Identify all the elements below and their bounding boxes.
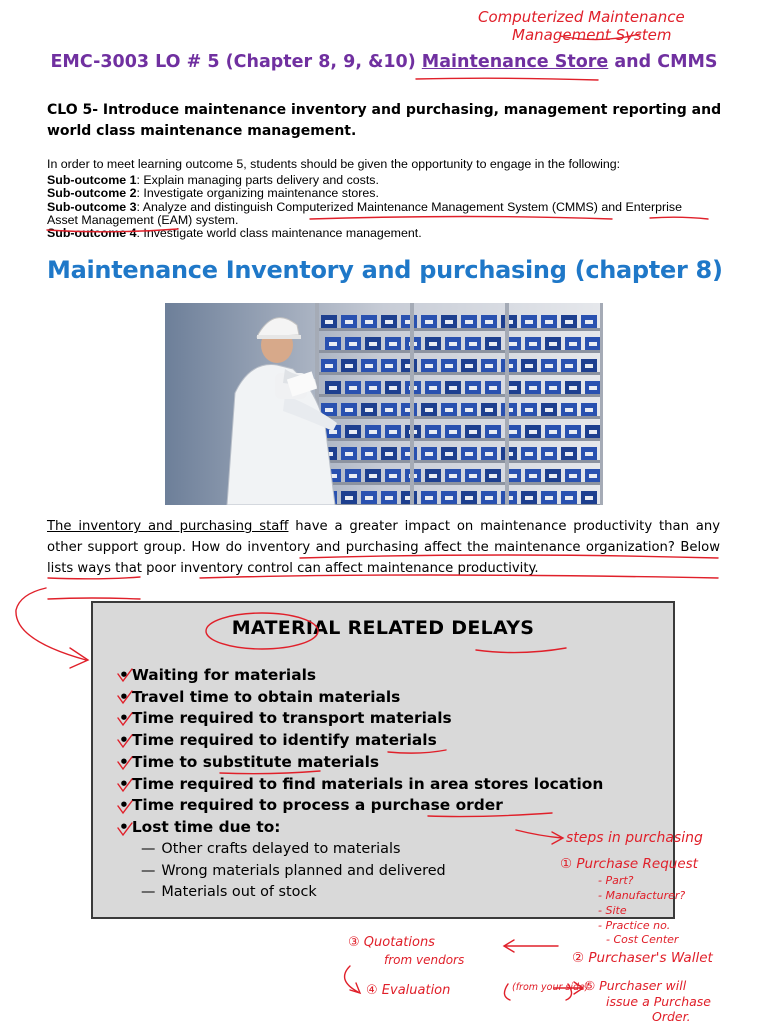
hw-arrow-3-4 bbox=[345, 966, 358, 992]
bin-label bbox=[485, 496, 493, 500]
clo-statement: CLO 5- Introduce maintenance inventory and purchasing, management reporting and world class maintenance management. bbox=[47, 102, 722, 139]
bin-label bbox=[425, 364, 433, 368]
bin-label bbox=[445, 320, 453, 324]
bin-label bbox=[509, 430, 517, 434]
delay-item: • Travel time to obtain materials bbox=[119, 687, 603, 709]
bin-label bbox=[449, 386, 457, 390]
bin-label bbox=[445, 496, 453, 500]
body-paragraph bbox=[47, 516, 720, 579]
bin-label bbox=[529, 474, 537, 478]
warehouse-photo bbox=[165, 303, 603, 505]
bin-label bbox=[365, 496, 373, 500]
bin-label bbox=[385, 320, 393, 324]
bin-label bbox=[385, 364, 393, 368]
shelf-post bbox=[505, 303, 509, 505]
intro-text: In order to meet learning outcome 5, students should be given the opportunity to engage in the following: bbox=[47, 157, 621, 171]
bin-label bbox=[469, 474, 477, 478]
bin-label bbox=[585, 452, 593, 456]
bin-label bbox=[549, 474, 557, 478]
bin-label bbox=[369, 430, 377, 434]
bin-label bbox=[549, 430, 557, 434]
hw-top-note-1: Computerized Maintenance bbox=[478, 8, 685, 26]
bin-label bbox=[349, 342, 357, 346]
bin-label bbox=[549, 386, 557, 390]
learning-outcomes bbox=[47, 158, 737, 240]
bin-label bbox=[509, 342, 517, 346]
bin-label bbox=[389, 430, 397, 434]
bin-label bbox=[545, 320, 553, 324]
title-prefix: EMC-3003 LO # 5 (Chapter 8, 9, &10) bbox=[50, 52, 422, 72]
shelf bbox=[315, 438, 603, 441]
page-title bbox=[0, 52, 768, 72]
bin-label bbox=[485, 452, 493, 456]
bin-label bbox=[465, 408, 473, 412]
bin-label bbox=[585, 364, 593, 368]
bin-label bbox=[369, 474, 377, 478]
bin-label bbox=[489, 474, 497, 478]
bin-label bbox=[545, 452, 553, 456]
bin-label bbox=[569, 430, 577, 434]
bin-label bbox=[365, 320, 373, 324]
bin-label bbox=[445, 408, 453, 412]
bin-label bbox=[565, 364, 573, 368]
bin-label bbox=[565, 452, 573, 456]
bin-label bbox=[565, 408, 573, 412]
bin-label bbox=[345, 320, 353, 324]
bin-label bbox=[425, 320, 433, 324]
bin-label bbox=[449, 430, 457, 434]
bin-label bbox=[489, 386, 497, 390]
bin-label bbox=[465, 364, 473, 368]
shelf-post bbox=[600, 303, 603, 505]
delay-list bbox=[119, 665, 603, 839]
bin-label bbox=[445, 364, 453, 368]
bin-label bbox=[345, 452, 353, 456]
bin-label bbox=[465, 320, 473, 324]
bin-label bbox=[585, 320, 593, 324]
bin-label bbox=[525, 408, 533, 412]
hw-hook bbox=[560, 34, 640, 40]
hw-step1-b: - Manufacturer? bbox=[598, 889, 686, 902]
bin-label bbox=[365, 452, 373, 456]
bin-label bbox=[525, 452, 533, 456]
sub-item: — Materials out of stock bbox=[141, 882, 446, 904]
bin-label bbox=[449, 474, 457, 478]
bin-label bbox=[369, 386, 377, 390]
bin-label bbox=[589, 386, 597, 390]
bin-label bbox=[569, 342, 577, 346]
title-suffix: and CMMS bbox=[608, 52, 718, 72]
bin-label bbox=[349, 386, 357, 390]
bin-label bbox=[385, 408, 393, 412]
hw-arrowhead-3-4 bbox=[350, 983, 360, 993]
shelf-post bbox=[410, 303, 414, 505]
para-rest: have a greater impact on maintenance productivity than any other support group. How do inventory and purchasing affect the maintenance organization? Below lists ways that poor inventory control can affect maintenance productivity. bbox=[47, 519, 721, 576]
bin-label bbox=[349, 474, 357, 478]
title-underlined: Maintenance Store bbox=[421, 52, 609, 72]
bin-label bbox=[469, 430, 477, 434]
hw-step4: ④ Evaluation bbox=[366, 983, 451, 998]
hw-step1-c: - Site bbox=[598, 904, 627, 917]
bin-label bbox=[449, 342, 457, 346]
delay-item: • Lost time due to: bbox=[119, 817, 603, 839]
bin-label bbox=[589, 342, 597, 346]
hw-step1-a: - Part? bbox=[598, 874, 634, 887]
bin-label bbox=[325, 364, 333, 368]
bin-label bbox=[509, 474, 517, 478]
bin-label bbox=[329, 342, 337, 346]
bin-label bbox=[345, 496, 353, 500]
bin-label bbox=[569, 386, 577, 390]
box-title: MATERIAL RELATED DELAYS bbox=[231, 617, 535, 639]
bin-label bbox=[585, 496, 593, 500]
hw-arrow-to-box bbox=[16, 588, 86, 660]
bin-label bbox=[585, 408, 593, 412]
bin-label bbox=[525, 364, 533, 368]
hw-step1-e: - Cost Center bbox=[606, 933, 679, 946]
bin-label bbox=[429, 474, 437, 478]
hw-step3a: ③ Quotations bbox=[348, 935, 435, 950]
shelf bbox=[315, 416, 603, 419]
hw-arrowhead-2-3 bbox=[504, 940, 514, 952]
hw-step4-note: (from your side) bbox=[512, 982, 589, 993]
hw-step2: ② Purchaser's Wallet bbox=[572, 950, 713, 966]
bin-label bbox=[369, 342, 377, 346]
bin-label bbox=[429, 386, 437, 390]
bin-label bbox=[349, 430, 357, 434]
shelf bbox=[315, 504, 603, 505]
bin-label bbox=[345, 364, 353, 368]
bin-label bbox=[429, 430, 437, 434]
bin-label bbox=[389, 474, 397, 478]
bin-label bbox=[525, 496, 533, 500]
para-underlined: The inventory and purchasing staff bbox=[47, 519, 289, 534]
material-delays-box bbox=[91, 601, 675, 919]
hw-bracket-close bbox=[566, 984, 572, 1000]
warehouse-illustration bbox=[165, 303, 603, 505]
hw-underline-para-3 bbox=[48, 598, 140, 599]
bin-label bbox=[489, 342, 497, 346]
sub-outcome-2: Sub-outcome 2: Investigate organizing maintenance stores. bbox=[47, 186, 379, 201]
hw-steps: steps in purchasing bbox=[566, 830, 703, 846]
bin-label bbox=[549, 342, 557, 346]
bin-label bbox=[389, 342, 397, 346]
shelf bbox=[315, 328, 603, 331]
delay-item: • Time required to process a purchase order bbox=[119, 795, 603, 817]
hw-top-note-2: Management System bbox=[512, 26, 672, 44]
bin-label bbox=[325, 320, 333, 324]
bin-label bbox=[565, 320, 573, 324]
bin-label bbox=[429, 342, 437, 346]
hw-arrowhead-box bbox=[70, 648, 88, 668]
hw-step5a: ⑤ Purchaser will bbox=[584, 978, 687, 993]
hw-step5c: Order. bbox=[652, 1009, 691, 1024]
lost-time-sublist bbox=[141, 839, 446, 904]
sub-item: — Wrong materials planned and delivered bbox=[141, 861, 446, 883]
shelf bbox=[315, 482, 603, 485]
bin-label bbox=[529, 430, 537, 434]
bin-label bbox=[389, 386, 397, 390]
bin-label bbox=[545, 496, 553, 500]
hw-step3b: from vendors bbox=[384, 953, 465, 967]
hw-step5b: issue a Purchase bbox=[606, 994, 711, 1009]
bin-label bbox=[329, 386, 337, 390]
hw-arrowhead-4-5 bbox=[574, 982, 583, 994]
bin-label bbox=[365, 364, 373, 368]
hw-step1-d: - Practice no. bbox=[598, 919, 671, 932]
bin-label bbox=[525, 320, 533, 324]
bin-label bbox=[529, 342, 537, 346]
bin-label bbox=[365, 408, 373, 412]
bin-label bbox=[385, 452, 393, 456]
bin-label bbox=[469, 386, 477, 390]
bin-label bbox=[589, 474, 597, 478]
bin-label bbox=[485, 408, 493, 412]
delay-item: • Waiting for materials bbox=[119, 665, 603, 687]
sub-outcome-3-cont: Asset Management (EAM) system. bbox=[47, 212, 239, 227]
bin-label bbox=[325, 408, 333, 412]
bin-label bbox=[485, 364, 493, 368]
sub-outcome-1: Sub-outcome 1: Explain managing parts delivery and costs. bbox=[47, 173, 379, 188]
hw-underline-title bbox=[416, 78, 598, 80]
hw-step1: ① Purchase Request bbox=[560, 856, 698, 872]
shelf bbox=[315, 350, 603, 353]
bin-label bbox=[425, 496, 433, 500]
bin-label bbox=[425, 452, 433, 456]
delay-item: • Time required to transport materials bbox=[119, 708, 603, 730]
delay-item: • Time required to identify materials bbox=[119, 730, 603, 752]
section-heading: Maintenance Inventory and purchasing (chapter 8) bbox=[47, 256, 723, 284]
bin-label bbox=[489, 430, 497, 434]
bin-label bbox=[485, 320, 493, 324]
shelf bbox=[315, 394, 603, 397]
bin-label bbox=[545, 364, 553, 368]
sub-item: — Other crafts delayed to materials bbox=[141, 839, 446, 861]
delay-item: • Time to substitute materials bbox=[119, 752, 603, 774]
delay-item: • Time required to find materials in area stores location bbox=[119, 774, 603, 796]
hw-bracket-open bbox=[504, 984, 510, 1000]
bin-label bbox=[469, 342, 477, 346]
bin-label bbox=[465, 496, 473, 500]
bin-label bbox=[569, 474, 577, 478]
bin-label bbox=[545, 408, 553, 412]
bin-label bbox=[589, 430, 597, 434]
bin-label bbox=[445, 452, 453, 456]
sub-outcome-4: Sub-outcome 4: Investigate world class maintenance management. bbox=[47, 226, 422, 241]
bin-label bbox=[425, 408, 433, 412]
bin-label bbox=[465, 452, 473, 456]
bin-label bbox=[565, 496, 573, 500]
sub-outcome-3: Sub-outcome 3: Analyze and distinguish Computerized Maintenance Management System (CMMS) and Enterprise bbox=[47, 199, 682, 214]
bin-label bbox=[509, 386, 517, 390]
shelf bbox=[315, 460, 603, 463]
bin-label bbox=[345, 408, 353, 412]
bin-label bbox=[529, 386, 537, 390]
bin-label bbox=[385, 496, 393, 500]
shelf bbox=[315, 372, 603, 375]
